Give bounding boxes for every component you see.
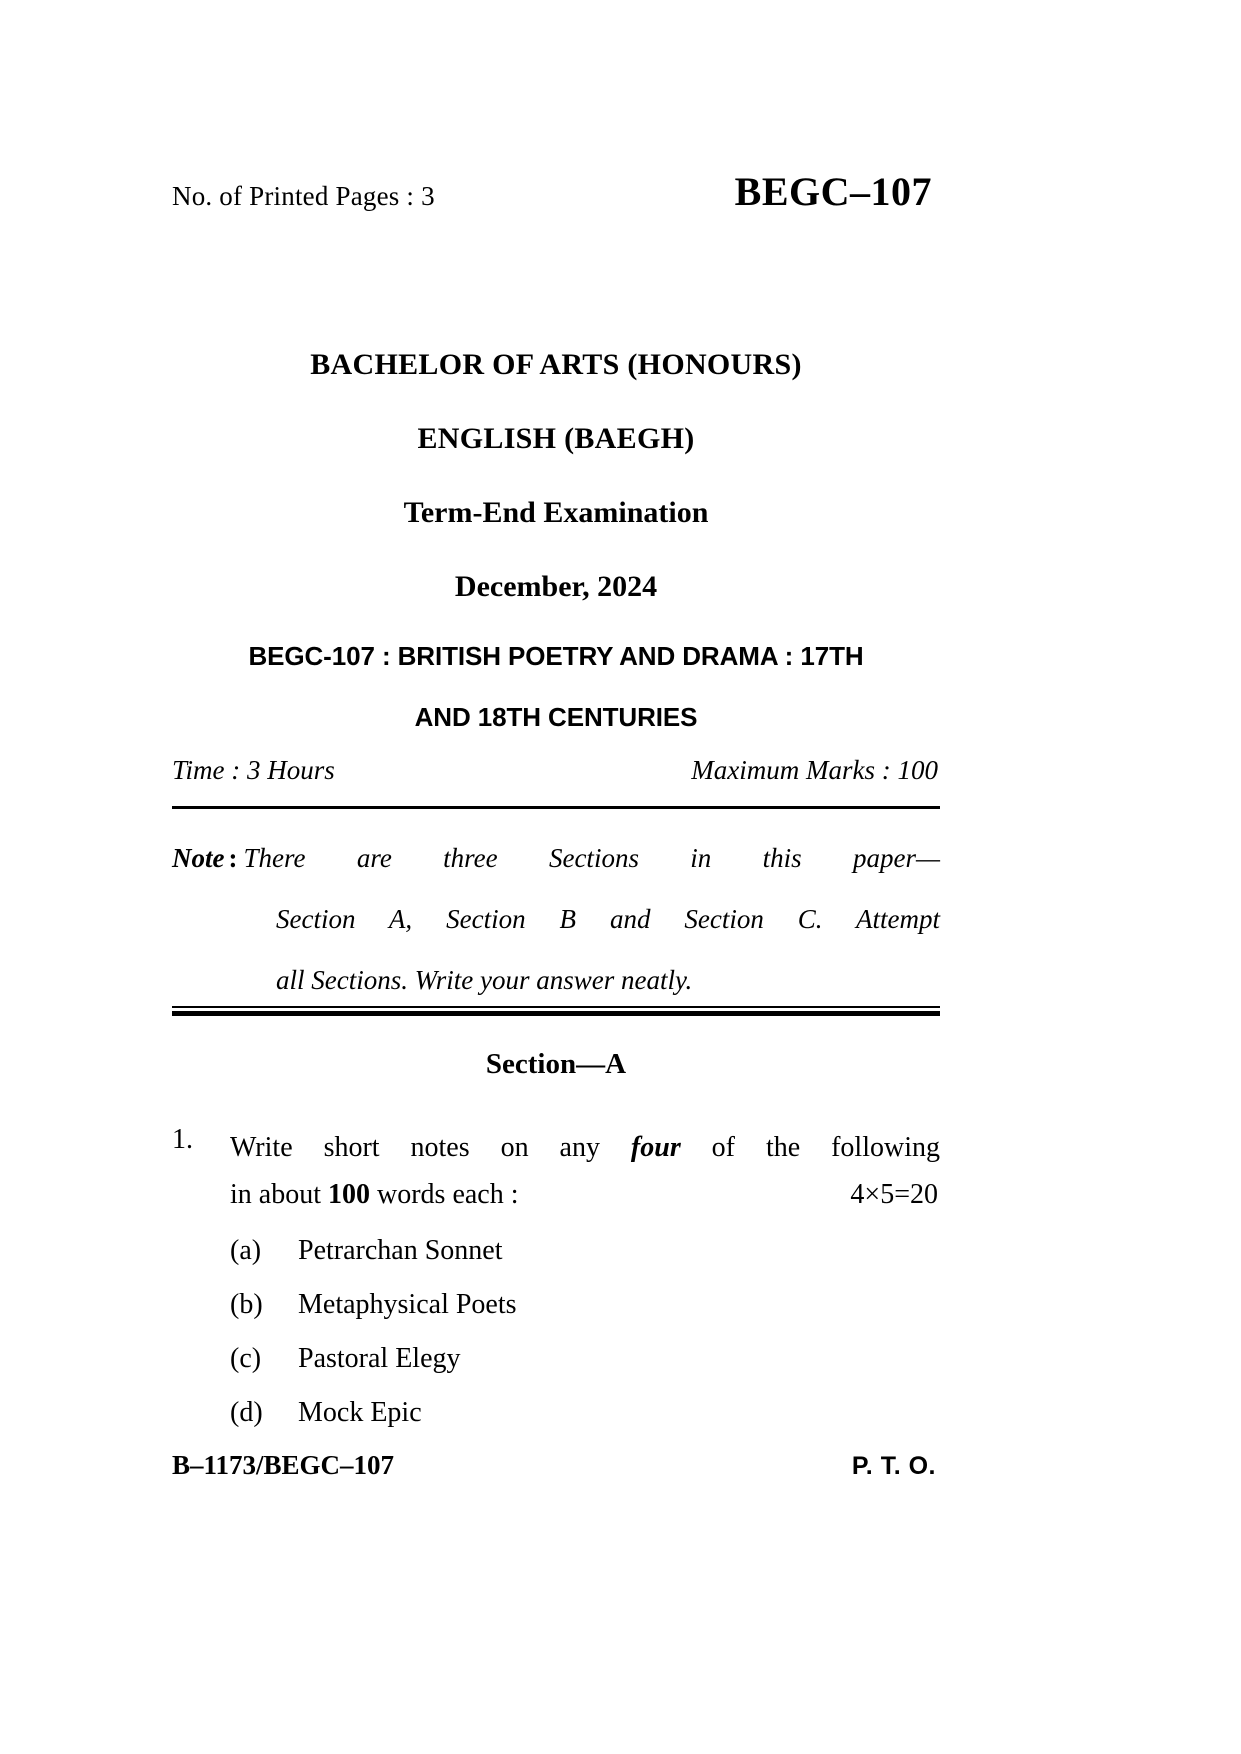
question-1-text-line-1 bbox=[230, 1124, 940, 1171]
note-label: Note bbox=[172, 843, 225, 873]
note-colon: : bbox=[228, 843, 238, 873]
question-1-row bbox=[172, 1124, 940, 1440]
list-item bbox=[230, 1224, 940, 1278]
q1-text-part-d: in about bbox=[230, 1179, 328, 1210]
sub-item-label: (b) bbox=[230, 1289, 263, 1320]
question-1-marks: 4×5=20 bbox=[850, 1179, 938, 1210]
footer-pto: P. T. O. bbox=[851, 1452, 936, 1480]
maximum-marks: Maximum Marks : 100 bbox=[691, 755, 938, 785]
sub-item-label: (d) bbox=[230, 1397, 263, 1428]
note-line-3 bbox=[172, 950, 940, 1011]
sub-item-label: (c) bbox=[230, 1343, 262, 1374]
list-item bbox=[230, 1386, 940, 1440]
printed-pages-label: No. of Printed Pages : 3 bbox=[172, 181, 435, 211]
note-text-line-2: Section A, Section B and Section C. Attempt bbox=[276, 904, 940, 934]
sub-item-text: Mock Epic bbox=[298, 1397, 422, 1428]
note-block bbox=[172, 828, 940, 1011]
q1-emphasis-four: four bbox=[630, 1132, 681, 1163]
paper-code: BEGC–107 bbox=[734, 169, 932, 214]
exam-type-title: Term-End Examination bbox=[403, 496, 709, 529]
question-1-number: 1. bbox=[172, 1124, 193, 1155]
footer-paper-id: B–1173/BEGC–107 bbox=[172, 1450, 395, 1480]
sub-item-text: Petrarchan Sonnet bbox=[298, 1235, 503, 1266]
divider-rule-double bbox=[172, 1006, 940, 1016]
programme-title: ENGLISH (BAEGH) bbox=[417, 422, 695, 455]
question-1-body bbox=[230, 1124, 940, 1440]
title-block bbox=[172, 328, 940, 746]
time-allowed: Time : 3 Hours bbox=[172, 755, 335, 785]
question-1-text-line-2 bbox=[230, 1171, 940, 1218]
exam-date: December, 2024 bbox=[454, 570, 658, 603]
sub-item-text: Metaphysical Poets bbox=[298, 1289, 517, 1320]
subject-title-line-1: BEGC-107 : BRITISH POETRY AND DRAMA : 17TH bbox=[248, 641, 864, 671]
q1-text-part-a: Write short notes on any bbox=[230, 1132, 631, 1163]
subject-title-line-2: AND 18TH CENTURIES bbox=[414, 702, 698, 732]
sub-item-text: Pastoral Elegy bbox=[298, 1343, 461, 1374]
q1-text-part-c: of the following bbox=[680, 1132, 940, 1163]
note-text-line-1: There are three Sections in this paper— bbox=[243, 843, 940, 873]
q1-word-count: 100 bbox=[328, 1179, 370, 1210]
page-header bbox=[172, 168, 940, 215]
divider-rule-top bbox=[172, 806, 940, 809]
q1-text-part-f: words each : bbox=[370, 1179, 519, 1210]
sub-item-label: (a) bbox=[230, 1235, 262, 1266]
note-line-1 bbox=[172, 828, 940, 889]
note-text-line-3: all Sections. Write your answer neatly. bbox=[276, 965, 693, 995]
list-item bbox=[230, 1332, 940, 1386]
page-footer bbox=[172, 1450, 940, 1481]
question-1-sub-items bbox=[230, 1224, 940, 1440]
q1-line2-text bbox=[230, 1171, 519, 1218]
exam-info-row bbox=[172, 755, 940, 786]
list-item bbox=[230, 1278, 940, 1332]
note-line-2 bbox=[172, 889, 940, 950]
degree-title: BACHELOR OF ARTS (HONOURS) bbox=[310, 348, 802, 381]
section-a-heading: Section—A bbox=[485, 1048, 627, 1080]
question-1 bbox=[172, 1124, 940, 1440]
